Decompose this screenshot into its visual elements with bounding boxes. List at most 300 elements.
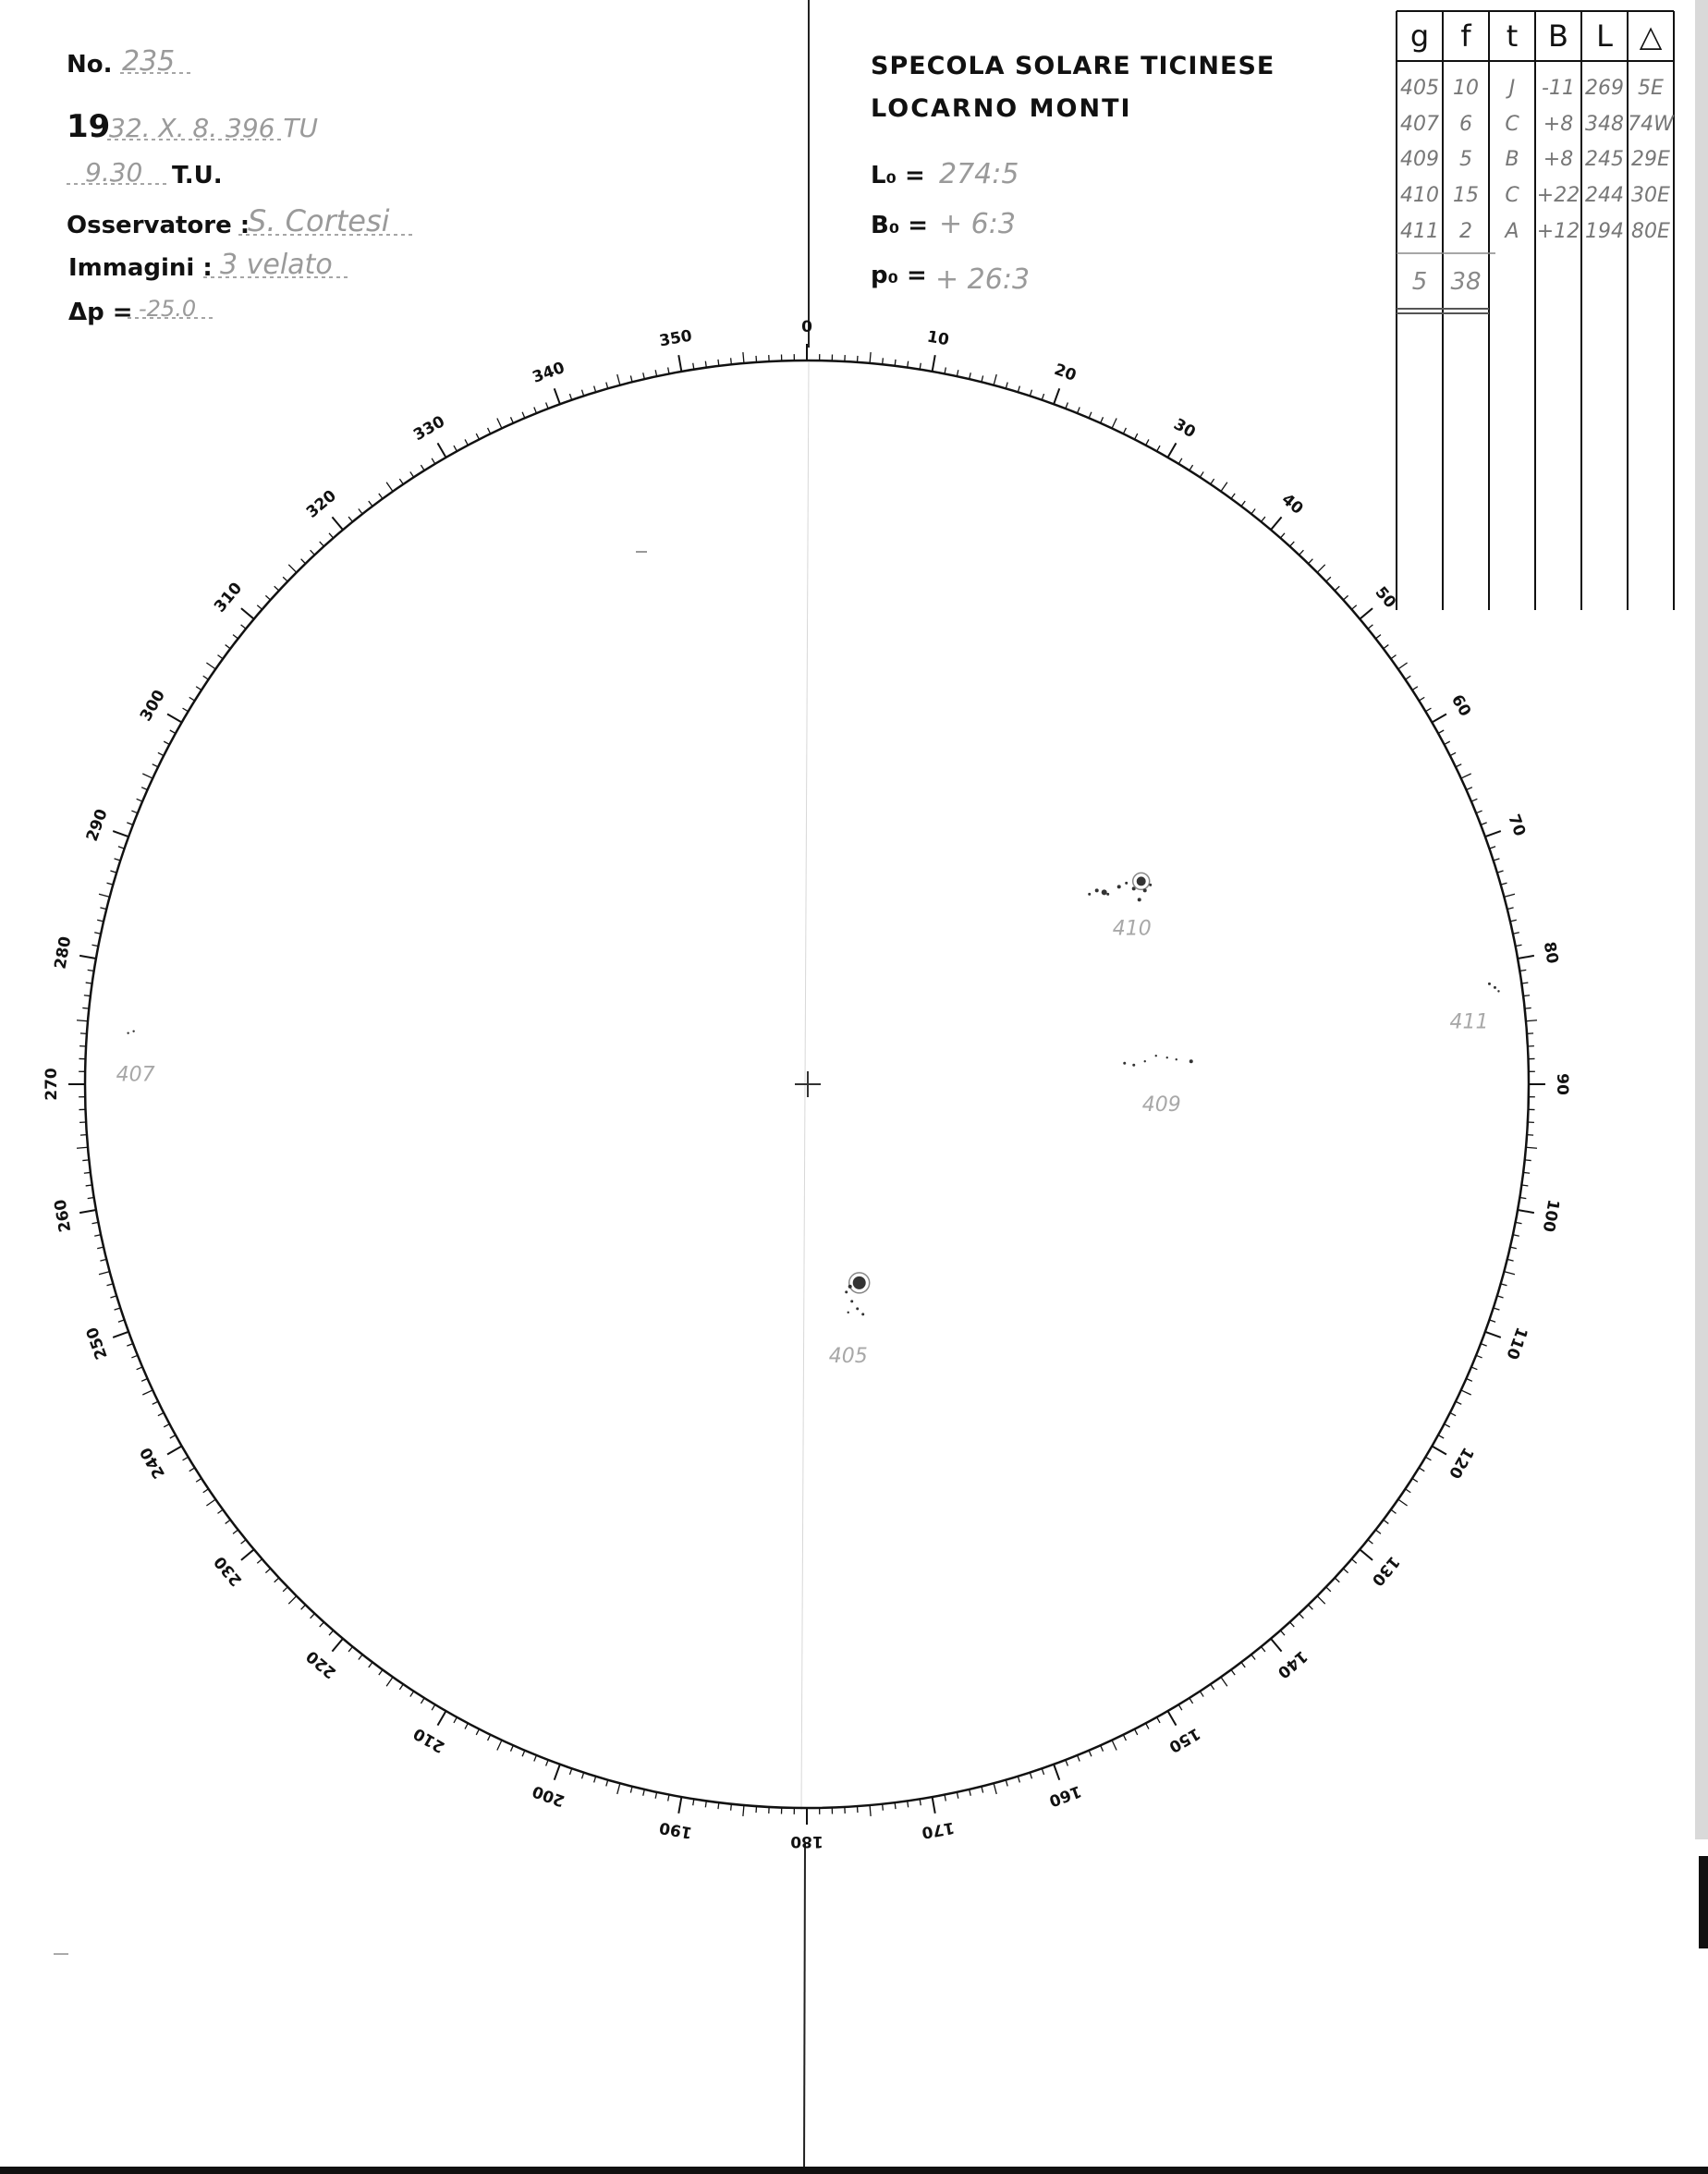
- table-header-cell: f: [1460, 18, 1471, 54]
- table-cell: 5E: [1638, 77, 1664, 100]
- disc-center-cross: [795, 1071, 821, 1097]
- degree-tick: [1200, 1692, 1203, 1697]
- degree-label: 200: [530, 1781, 567, 1811]
- degree-tick: [438, 1711, 446, 1726]
- degree-tick: [606, 383, 608, 389]
- degree-tick: [233, 1530, 238, 1533]
- degree-tick: [257, 1559, 262, 1564]
- degree-tick: [1432, 1447, 1446, 1455]
- degree-label: 280: [51, 934, 76, 971]
- degree-tick: [488, 1735, 491, 1740]
- degree-tick: [1178, 1704, 1182, 1710]
- time-unit: T.U.: [172, 162, 223, 189]
- degree-tick: [329, 1630, 334, 1635]
- degree-tick: [283, 1587, 287, 1592]
- table-header-cell: L: [1596, 18, 1613, 54]
- degree-label: 340: [530, 358, 567, 387]
- degree-tick: [1445, 1424, 1450, 1427]
- degree-tick: [731, 1804, 732, 1811]
- sunspot: [1132, 1064, 1135, 1067]
- table-cell: J: [1508, 77, 1516, 100]
- degree-tick: [348, 517, 352, 521]
- sunspot: [1137, 876, 1146, 885]
- degree-tick: [438, 443, 446, 458]
- degree-tick: [82, 1160, 89, 1161]
- degree-tick: [1476, 1355, 1482, 1358]
- degree-tick: [1485, 1332, 1501, 1337]
- degree-tick: [617, 374, 620, 385]
- degree-tick: [301, 559, 306, 564]
- degree-tick: [1481, 823, 1487, 825]
- degree-label: 180: [790, 1832, 824, 1850]
- degree-tick: [167, 1447, 182, 1455]
- degree-tick: [465, 439, 468, 445]
- sunspot: [1149, 884, 1152, 886]
- degree-tick: [311, 1614, 315, 1618]
- degree-tick: [183, 708, 189, 712]
- degree-label: 330: [410, 412, 448, 446]
- degree-tick: [1066, 1760, 1068, 1766]
- degree-label: 110: [1502, 1325, 1531, 1362]
- sunspot-group-label: 407: [116, 1063, 155, 1087]
- degree-tick: [555, 1765, 560, 1780]
- sunspot: [1102, 889, 1107, 895]
- sunspot: [1190, 1059, 1193, 1063]
- table-header-cell: B: [1548, 18, 1568, 54]
- sunspot: [850, 1300, 853, 1302]
- degree-tick: [1135, 1729, 1138, 1735]
- degree-tick: [522, 1751, 525, 1756]
- degree-tick: [870, 1805, 871, 1816]
- degree-tick: [454, 1717, 457, 1723]
- sunspot: [1494, 986, 1496, 989]
- degree-label: 220: [302, 1646, 340, 1682]
- degree-tick: [1518, 1210, 1534, 1213]
- observer-value: S. Cortesi: [248, 203, 390, 238]
- sunspot-group-label: 411: [1449, 1010, 1489, 1034]
- sunspot-group-405: [829, 1273, 870, 1368]
- degree-tick: [1466, 1378, 1471, 1381]
- degree-tick: [1299, 1614, 1304, 1618]
- degree-label: 30: [1170, 415, 1199, 443]
- sunspot: [1088, 893, 1091, 896]
- degree-tick: [1231, 1669, 1235, 1675]
- table-cell: +12: [1536, 220, 1580, 243]
- degree-tick: [369, 501, 372, 507]
- sunspot-group-410: [1088, 873, 1152, 940]
- degree-tick: [718, 360, 719, 366]
- degree-tick: [743, 352, 744, 363]
- degree-tick: [1261, 1647, 1264, 1652]
- sunspot-group-407: [116, 1030, 155, 1086]
- degree-tick: [1438, 1435, 1444, 1438]
- degree-tick: [421, 465, 424, 470]
- degree-tick: [1501, 883, 1507, 885]
- B0-value: + 6:3: [939, 208, 1016, 240]
- degree-tick: [1251, 1655, 1255, 1660]
- number-label: No.: [67, 51, 113, 79]
- degree-tick: [1190, 1698, 1193, 1704]
- table-total-cell: 5: [1411, 268, 1428, 296]
- sunspot: [1138, 898, 1141, 901]
- table-cell: 29E: [1631, 148, 1670, 171]
- degree-tick: [158, 1412, 164, 1415]
- degree-tick: [379, 1669, 383, 1675]
- sunspot: [853, 1276, 866, 1289]
- degree-tick: [1317, 565, 1324, 572]
- table-cell: 194: [1585, 220, 1624, 243]
- degree-tick: [1054, 1765, 1059, 1780]
- degree-label: 300: [136, 687, 169, 725]
- degree-label: 20: [1051, 360, 1079, 385]
- degree-tick: [1157, 446, 1160, 451]
- degree-tick: [1489, 1320, 1495, 1322]
- number-value: 235: [122, 45, 176, 78]
- degree-tick: [369, 1662, 372, 1667]
- degree-tick: [465, 1723, 468, 1728]
- degree-tick: [226, 1520, 231, 1523]
- degree-tick: [206, 1499, 215, 1506]
- degree-tick: [1157, 1717, 1160, 1723]
- degree-tick: [510, 1745, 513, 1751]
- degree-tick: [1290, 542, 1295, 546]
- degree-tick: [1368, 625, 1372, 629]
- sunspot: [856, 1307, 859, 1310]
- degree-tick: [1412, 687, 1418, 690]
- table-total-cell: 38: [1450, 268, 1482, 296]
- degree-tick: [1466, 788, 1471, 790]
- delta-p-value: -25.0: [139, 296, 197, 322]
- table-cell: 10: [1453, 77, 1479, 100]
- degree-tick: [410, 471, 414, 477]
- degree-tick: [152, 1401, 158, 1404]
- degree-tick: [1211, 479, 1214, 484]
- degree-label: 140: [1274, 1646, 1312, 1682]
- degree-label: 50: [1371, 583, 1400, 613]
- degree-tick: [189, 1468, 195, 1472]
- degree-tick: [1241, 501, 1245, 507]
- table-header-cell: △: [1639, 18, 1663, 54]
- table-cell: -11: [1542, 77, 1575, 100]
- degree-tick: [183, 1457, 189, 1460]
- degree-tick: [170, 1435, 176, 1438]
- degree-tick: [274, 1578, 279, 1582]
- degree-label: 70: [1504, 812, 1530, 839]
- table-cell: +8: [1543, 113, 1574, 136]
- degree-tick: [1450, 752, 1456, 755]
- degree-label: 160: [1046, 1781, 1084, 1811]
- degree-tick: [510, 417, 513, 422]
- degree-tick: [1066, 402, 1068, 409]
- degree-tick: [1523, 995, 1530, 996]
- table-cell: 5: [1459, 148, 1472, 171]
- degree-tick: [84, 1172, 91, 1173]
- degree-tick: [77, 1147, 88, 1148]
- sunspot: [127, 1032, 128, 1033]
- time-value: 9.30: [85, 157, 143, 188]
- degree-tick: [1123, 1735, 1126, 1740]
- table-cell: A: [1505, 220, 1519, 243]
- degree-tick: [1360, 608, 1372, 619]
- table-cell: 80E: [1631, 220, 1670, 243]
- degree-tick: [1456, 764, 1461, 767]
- degree-label: 170: [920, 1817, 957, 1842]
- degree-tick: [1461, 774, 1471, 778]
- degree-tick: [288, 565, 296, 572]
- degree-label: 130: [1367, 1552, 1403, 1590]
- degree-label: 100: [1538, 1198, 1563, 1234]
- degree-tick: [1351, 605, 1356, 610]
- degree-tick: [731, 358, 732, 364]
- degree-tick: [399, 479, 403, 484]
- sunspot: [1176, 1058, 1177, 1060]
- table-cell: 244: [1585, 184, 1624, 207]
- degree-tick: [476, 434, 479, 439]
- degree-tick: [379, 494, 383, 499]
- degree-tick: [1476, 811, 1482, 813]
- degree-tick: [1445, 741, 1450, 744]
- images-value: 3 velato: [220, 249, 333, 281]
- degree-tick: [1280, 533, 1285, 538]
- degree-tick: [1489, 847, 1495, 849]
- p0-value: + 26:3: [935, 263, 1031, 296]
- images-label: Immagini :: [68, 254, 213, 282]
- degree-tick: [1326, 577, 1331, 581]
- sunspot: [132, 1030, 134, 1032]
- degree-tick: [1405, 1489, 1410, 1493]
- degree-tick: [217, 655, 223, 659]
- degree-label: 120: [1445, 1444, 1478, 1482]
- table-cell: 74W: [1628, 113, 1674, 136]
- scan-bottom-edge: [0, 2167, 1708, 2174]
- degree-tick: [79, 956, 96, 959]
- degree-tick: [1078, 408, 1080, 413]
- degree-tick: [933, 1797, 935, 1814]
- degree-tick: [1425, 708, 1431, 712]
- degree-tick: [1343, 595, 1348, 600]
- degree-label: 250: [82, 1325, 112, 1362]
- degree-tick: [1112, 1740, 1116, 1751]
- degree-tick: [1391, 1509, 1397, 1513]
- degree-tick: [1405, 676, 1410, 679]
- degree-tick: [241, 625, 246, 629]
- degree-tick: [1146, 1723, 1149, 1728]
- degree-tick: [546, 1760, 549, 1766]
- sunspot-group-label: 410: [1112, 917, 1152, 941]
- degree-tick: [164, 1424, 169, 1427]
- degree-tick: [329, 533, 334, 538]
- table-cell: +22: [1536, 184, 1580, 207]
- degree-tick: [1375, 1530, 1381, 1533]
- degree-tick: [359, 1655, 362, 1660]
- degree-tick: [131, 1355, 137, 1358]
- degree-tick: [311, 550, 315, 555]
- degree-tick: [432, 458, 435, 464]
- degree-tick: [1241, 1662, 1245, 1667]
- degree-tick: [1309, 1605, 1313, 1609]
- degree-tick: [283, 577, 287, 581]
- degree-tick: [399, 1684, 403, 1690]
- degree-tick: [118, 847, 125, 849]
- degree-tick: [678, 355, 681, 372]
- degree-tick: [522, 412, 525, 418]
- degree-label: 320: [302, 486, 340, 522]
- degree-tick: [1485, 831, 1501, 837]
- degree-tick: [1419, 1468, 1424, 1472]
- degree-tick: [1146, 439, 1149, 445]
- degree-tick: [606, 1780, 608, 1787]
- degree-tick: [141, 788, 147, 790]
- degree-tick: [77, 1020, 88, 1021]
- table-cell: B: [1505, 148, 1519, 171]
- sunspot: [1166, 1056, 1168, 1058]
- degree-tick: [203, 676, 209, 679]
- degree-tick: [265, 595, 270, 600]
- degree-tick: [1006, 1780, 1007, 1787]
- sunspot-group-409: [1123, 1055, 1193, 1117]
- sunspot: [1144, 1060, 1146, 1062]
- degree-tick: [107, 1284, 114, 1286]
- sunspot: [1123, 1062, 1126, 1065]
- degree-tick: [1523, 1172, 1530, 1173]
- degree-tick: [1526, 1147, 1537, 1148]
- degree-tick: [1412, 1478, 1418, 1482]
- table-cell: 30E: [1631, 184, 1670, 207]
- degree-tick: [320, 542, 324, 546]
- degree-tick: [257, 605, 262, 610]
- degree-tick: [1335, 1578, 1339, 1582]
- degree-tick: [265, 1569, 270, 1573]
- degree-label: 60: [1446, 691, 1475, 720]
- degree-tick: [994, 374, 996, 385]
- degree-tick: [421, 1698, 424, 1704]
- sunspot-group-table: [1397, 11, 1675, 610]
- degree-tick: [137, 1367, 142, 1370]
- degree-tick: [127, 1344, 133, 1347]
- sunspot: [1488, 983, 1491, 985]
- degree-tick: [203, 1489, 209, 1493]
- degree-label: 230: [211, 1552, 247, 1590]
- degree-tick: [1398, 1499, 1408, 1506]
- table-cell: 407: [1400, 113, 1439, 136]
- degree-tick: [241, 608, 254, 619]
- degree-tick: [99, 894, 110, 897]
- table-cell: 245: [1585, 148, 1624, 171]
- table-cell: C: [1505, 113, 1519, 136]
- degree-tick: [196, 687, 201, 690]
- table-cell: C: [1505, 184, 1519, 207]
- degree-tick: [870, 352, 871, 363]
- degree-label: 190: [657, 1817, 694, 1842]
- degree-tick: [1398, 663, 1408, 669]
- degree-tick: [1425, 1457, 1431, 1460]
- degree-tick: [84, 995, 91, 996]
- degree-tick: [1481, 1344, 1487, 1347]
- degree-tick: [617, 1783, 620, 1794]
- table-cell: 269: [1585, 77, 1624, 100]
- degree-tick: [1123, 428, 1126, 434]
- bottom-axis-line: [804, 1843, 805, 2174]
- table-cell: 411: [1400, 220, 1439, 243]
- degree-tick: [1078, 1755, 1080, 1761]
- degree-tick: [1450, 1412, 1456, 1415]
- observer-label: Osservatore :: [67, 212, 250, 239]
- degree-tick: [301, 1605, 306, 1609]
- degree-tick: [569, 1768, 571, 1775]
- B0-label: B₀ =: [871, 212, 929, 239]
- degree-tick: [1526, 1020, 1537, 1021]
- degree-tick: [332, 1639, 343, 1652]
- degree-label: 270: [43, 1068, 61, 1101]
- degree-tick: [1168, 1711, 1177, 1726]
- degree-label: 90: [1553, 1073, 1571, 1095]
- degree-tick: [1299, 550, 1304, 555]
- degree-tick: [288, 1596, 296, 1604]
- degree-tick: [883, 358, 884, 364]
- degree-tick: [1135, 434, 1138, 439]
- degree-tick: [196, 1478, 201, 1482]
- degree-label: 240: [136, 1444, 169, 1482]
- sunspot-group-411: [1449, 983, 1499, 1034]
- degree-tick: [1280, 1630, 1285, 1635]
- sunspot: [845, 1290, 848, 1293]
- sunspot: [861, 1313, 864, 1315]
- degree-label: 80: [1539, 940, 1562, 966]
- degree-tick: [1471, 1367, 1477, 1370]
- degree-tick: [497, 418, 502, 428]
- degree-tick: [1178, 458, 1182, 464]
- degree-tick: [1360, 1549, 1372, 1560]
- table-cell: 405: [1400, 77, 1439, 100]
- degree-tick: [1190, 465, 1193, 470]
- degree-tick: [107, 883, 114, 885]
- degree-tick: [718, 1802, 719, 1809]
- degree-tick: [488, 428, 491, 434]
- institution-line-1: SPECOLA SOLARE TICINESE: [871, 52, 1275, 80]
- degree-tick: [1042, 1768, 1043, 1775]
- degree-tick: [1518, 956, 1534, 959]
- date-value: 32. X. 8. 396 TU: [109, 113, 318, 143]
- degree-tick: [113, 1332, 128, 1337]
- degree-tick: [1432, 714, 1446, 723]
- degree-tick: [1042, 394, 1043, 400]
- degree-tick: [1054, 388, 1059, 404]
- degree-tick: [206, 663, 215, 669]
- degree-tick: [1168, 443, 1177, 458]
- degree-tick: [99, 1272, 110, 1275]
- p0-label: p₀ =: [871, 262, 927, 289]
- L0-value: 274:5: [939, 158, 1019, 190]
- degree-tick: [1271, 517, 1282, 530]
- degree-tick: [274, 586, 279, 591]
- sunspot: [848, 1285, 852, 1289]
- degree-tick: [895, 1802, 896, 1809]
- degree-tick: [1200, 471, 1203, 477]
- degree-label: 0: [801, 318, 812, 336]
- degree-tick: [1271, 1639, 1282, 1652]
- degree-tick: [1384, 1520, 1389, 1523]
- degree-tick: [546, 402, 549, 409]
- degree-label: 310: [211, 579, 247, 617]
- degree-tick: [164, 741, 169, 744]
- degree-tick: [555, 388, 560, 404]
- degree-tick: [534, 408, 537, 413]
- degree-tick: [332, 517, 343, 530]
- degree-tick: [359, 508, 362, 514]
- degree-tick: [1384, 645, 1389, 649]
- degree-tick: [743, 1805, 744, 1816]
- degree-tick: [1368, 1540, 1372, 1544]
